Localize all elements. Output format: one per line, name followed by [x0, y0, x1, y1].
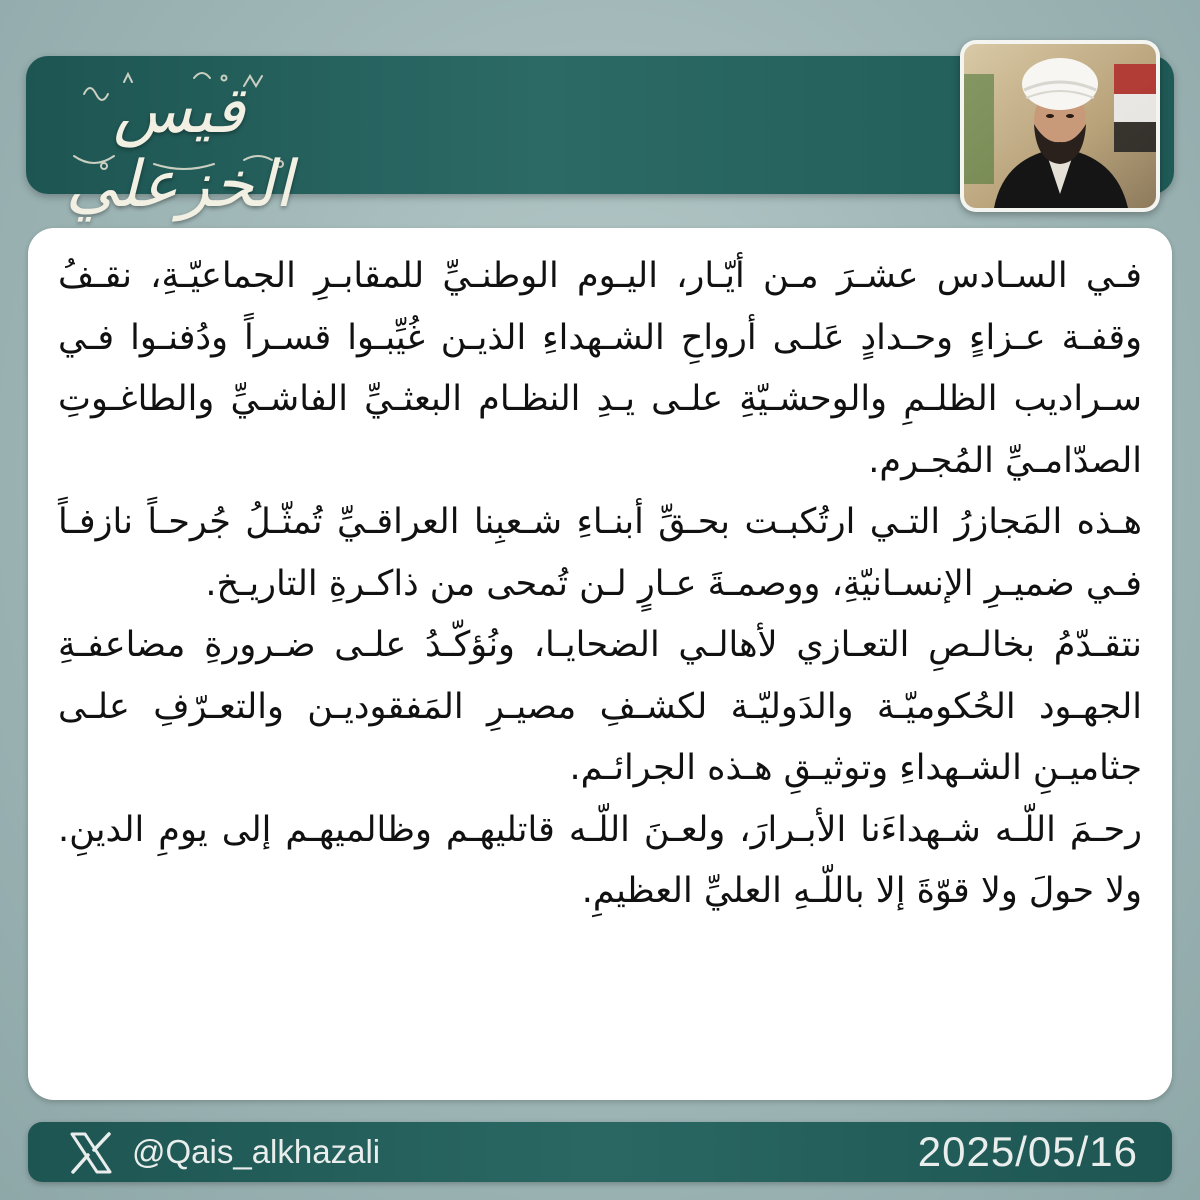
calligraphy-logo	[44, 64, 314, 222]
calligraphy-name: قيس الخزعلي	[65, 74, 293, 222]
post-date: 2025/05/16	[917, 1128, 1138, 1175]
statement-text	[58, 246, 1142, 923]
statement-card	[28, 228, 1172, 1100]
statement-paragraph-4: رحـمَ اللّـه شـهداءَنا الأبـرارَ، ولعـنَ اللّـه قاتليهـم وظالميهـم إلى يومِ الدينِ. ولا حولَ ولا قوّةَ إلا باللّـهِ العليِّ العظيمِ.	[58, 809, 1142, 911]
x-logo-icon[interactable]	[68, 1130, 114, 1176]
statement-paragraph-1: فـي السـادس عشـرَ مـن أيّـار، اليـوم الوطنـيِّ للمقابـرِ الجماعيّـةِ، نقـفُ وقفـة عـزاءٍ وحـدادٍ عَلـى أرواحِ الشـهداءِ الذيـن غُيِّبـوا قسـراً ودُفنـوا فـي سـراديب الظلـمِ والوحشـيّةِ علـى يـدِ النظـام البعثـيِّ الفاشـيِّ والطاغـوتِ الصدّامـيِّ المُجـرم.	[58, 256, 1142, 481]
statement-paragraph-3: نتقـدّمُ بخالـصِ التعـازي لأهالـي الضحايـا، ونُؤكّـدُ علـى ضـرورةِ مضاعفـةِ الجهـود الحُكوميّـة والدَوليّـة لكشـفِ مصيـرِ المَفقوديـن والتعـرّفِ علـى جثاميـنِ الشـهداءِ وتوثيـقِ هـذه الجرائـم.	[58, 625, 1142, 788]
portrait-photo	[960, 40, 1160, 212]
portrait-image	[964, 44, 1156, 208]
social-handle-link[interactable]: @Qais_alkhazali	[132, 1133, 381, 1170]
footer-band	[28, 1122, 1172, 1182]
statement-paragraph-2: هـذه المَجازرُ التـي ارتُكبـت بحـقِّ أبنـاءِ شـعبِنا العراقـيِّ تُمثّـلُ جُرحـاً نازفـاً فـي ضميـرِ الإنسـانيّةِ، ووصمـةَ عـارٍ لـن تُمحى من ذاكـرةِ التاريـخ.	[58, 502, 1142, 604]
